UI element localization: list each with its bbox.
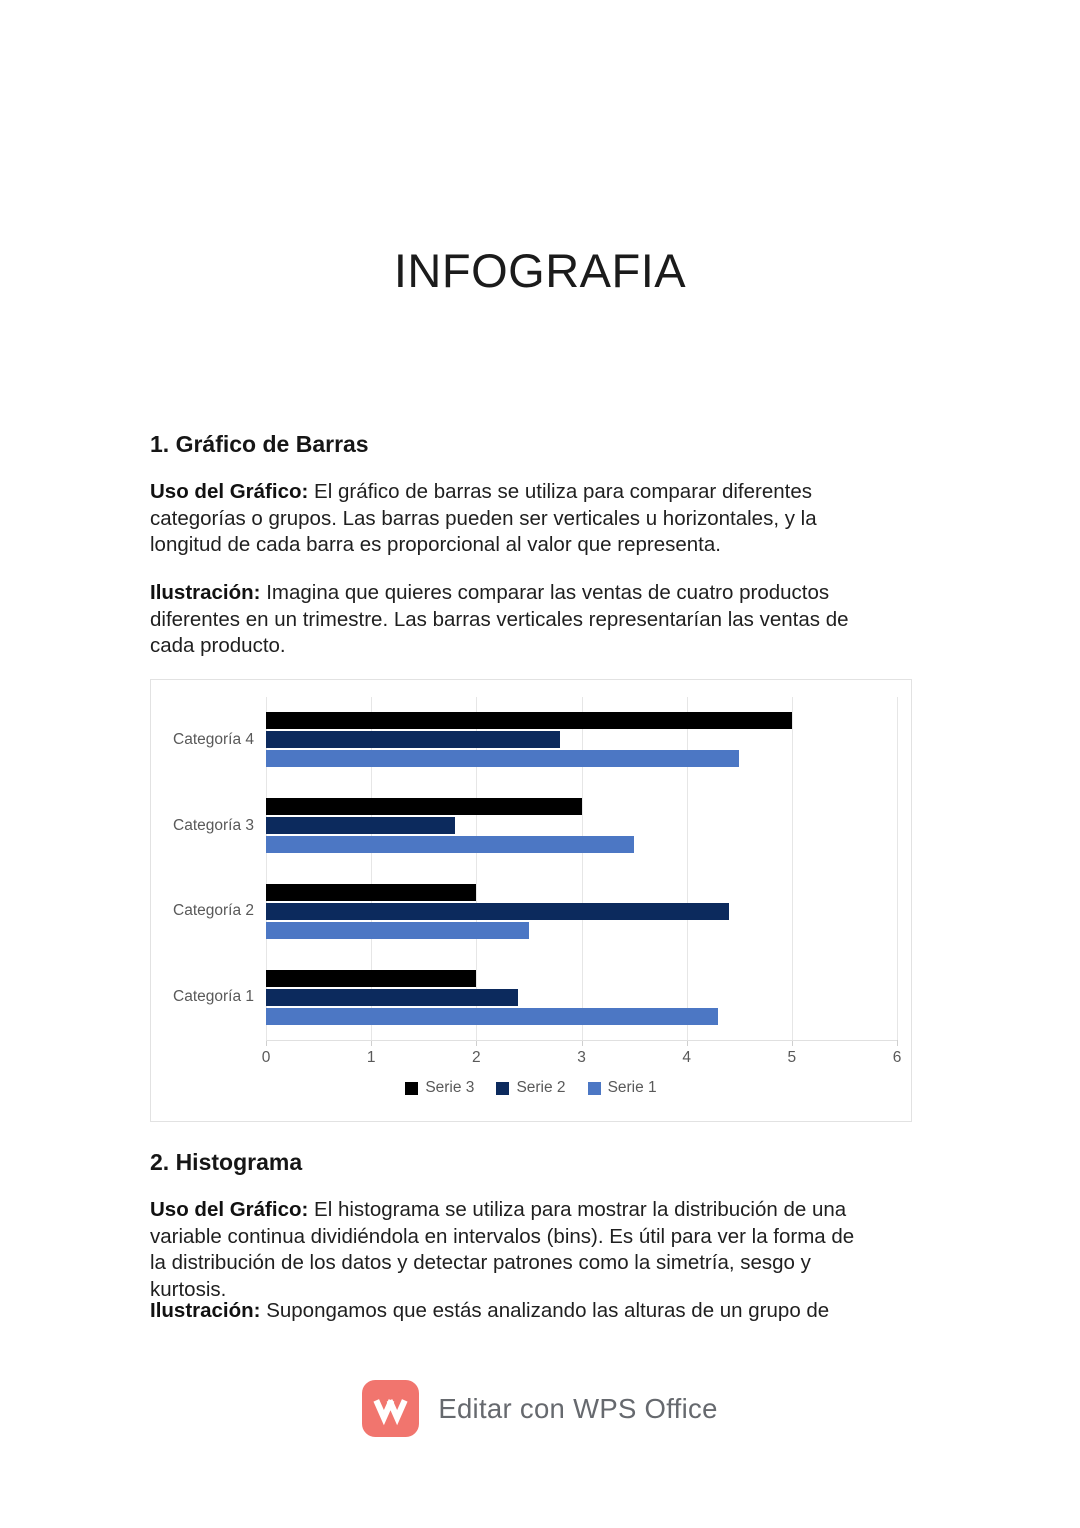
- legend-item-serie-3: [405, 1079, 474, 1097]
- category-label-1: Categoría 1: [173, 988, 254, 1006]
- bar-serie-1-cat3: [266, 836, 634, 853]
- paragraph-lead: Uso del Gráfico:: [150, 480, 309, 503]
- bar-chart[interactable]: [150, 679, 912, 1122]
- bar-serie-3-cat4: [266, 712, 792, 729]
- x-axis-label-6: 6: [892, 1049, 902, 1066]
- paragraph-uso-del-grafico-1: [150, 479, 864, 559]
- paragraph-uso-del-grafico-2: [150, 1197, 864, 1303]
- paragraph-text: Imagina que quieres comparar las ventas de cuatro productos diferentes en un trimestre. Las barras verticales representarían las ventas de cada producto.: [150, 581, 849, 657]
- gridline-6: [897, 697, 898, 1040]
- bar-serie-1-cat1: [266, 1008, 718, 1025]
- legend-label: Serie 1: [607, 1079, 657, 1096]
- category-label-3: Categoría 3: [173, 816, 254, 834]
- gridline-3: [582, 697, 583, 1040]
- paragraph-ilustracion-1: [150, 580, 864, 660]
- page-title: INFOGRAFIA: [393, 244, 687, 297]
- legend-item-serie-1: [588, 1079, 657, 1097]
- x-axis-label-1: 1: [366, 1049, 376, 1066]
- bar-serie-3-cat3: [266, 798, 582, 815]
- legend-swatch-icon: [405, 1082, 418, 1095]
- legend-swatch-icon: [588, 1082, 601, 1095]
- paragraph-lead: Uso del Gráfico:: [150, 1198, 309, 1221]
- legend-label: Serie 2: [516, 1079, 566, 1096]
- wps-footer-badge[interactable]: [0, 1380, 1080, 1437]
- gridline-4: [687, 697, 688, 1040]
- section-heading-histograma: 2. Histograma: [150, 1149, 303, 1175]
- section-heading-grafico-de-barras: 1. Gráfico de Barras: [150, 431, 369, 457]
- paragraph-text: El gráfico de barras se utiliza para comparar diferentes categorías o grupos. Las barras pueden ser verticales u horizontales, y la longitud de cada barra es proporcional al valor que representa.: [150, 480, 817, 556]
- category-label-2: Categoría 2: [173, 902, 254, 920]
- gridline-5: [792, 697, 793, 1040]
- bar-serie-1-cat2: [266, 922, 529, 939]
- paragraph-lead: Ilustración:: [150, 581, 261, 604]
- axis-tick-6: [897, 1040, 898, 1046]
- chart-legend: [151, 1079, 911, 1097]
- wps-office-logo-icon: [362, 1380, 419, 1437]
- x-axis-label-3: 3: [577, 1049, 586, 1066]
- x-axis-line: [266, 1040, 897, 1041]
- bar-serie-2-cat3: [266, 817, 455, 834]
- bar-serie-2-cat1: [266, 989, 518, 1006]
- paragraph-text: Supongamos que estás analizando las alturas de un grupo de: [266, 1299, 830, 1322]
- bar-serie-2-cat2: [266, 903, 729, 920]
- bar-serie-1-cat4: [266, 750, 739, 767]
- category-label-4: Categoría 4: [173, 730, 254, 748]
- x-axis-label-0: 0: [261, 1049, 271, 1066]
- bar-serie-3-cat1: [266, 970, 476, 987]
- legend-swatch-icon: [496, 1082, 509, 1095]
- x-axis-label-5: 5: [787, 1049, 797, 1066]
- paragraph-ilustracion-2: [150, 1298, 864, 1325]
- paragraph-text: El histograma se utiliza para mostrar la distribución de una variable continua dividiéndola en intervalos (bins). Es útil para ver la forma de la distribución de los datos y detectar patrones como la simetría, sesgo y kurtosis.: [150, 1198, 855, 1301]
- bar-serie-3-cat2: [266, 884, 476, 901]
- paragraph-lead: Ilustración:: [150, 1299, 261, 1322]
- x-axis-label-2: 2: [472, 1049, 481, 1066]
- x-axis-label-4: 4: [682, 1049, 691, 1066]
- legend-label: Serie 3: [425, 1079, 475, 1096]
- legend-item-serie-2: [496, 1079, 565, 1097]
- bar-serie-2-cat4: [266, 731, 560, 748]
- wps-footer-label: Editar con WPS Office: [438, 1392, 718, 1424]
